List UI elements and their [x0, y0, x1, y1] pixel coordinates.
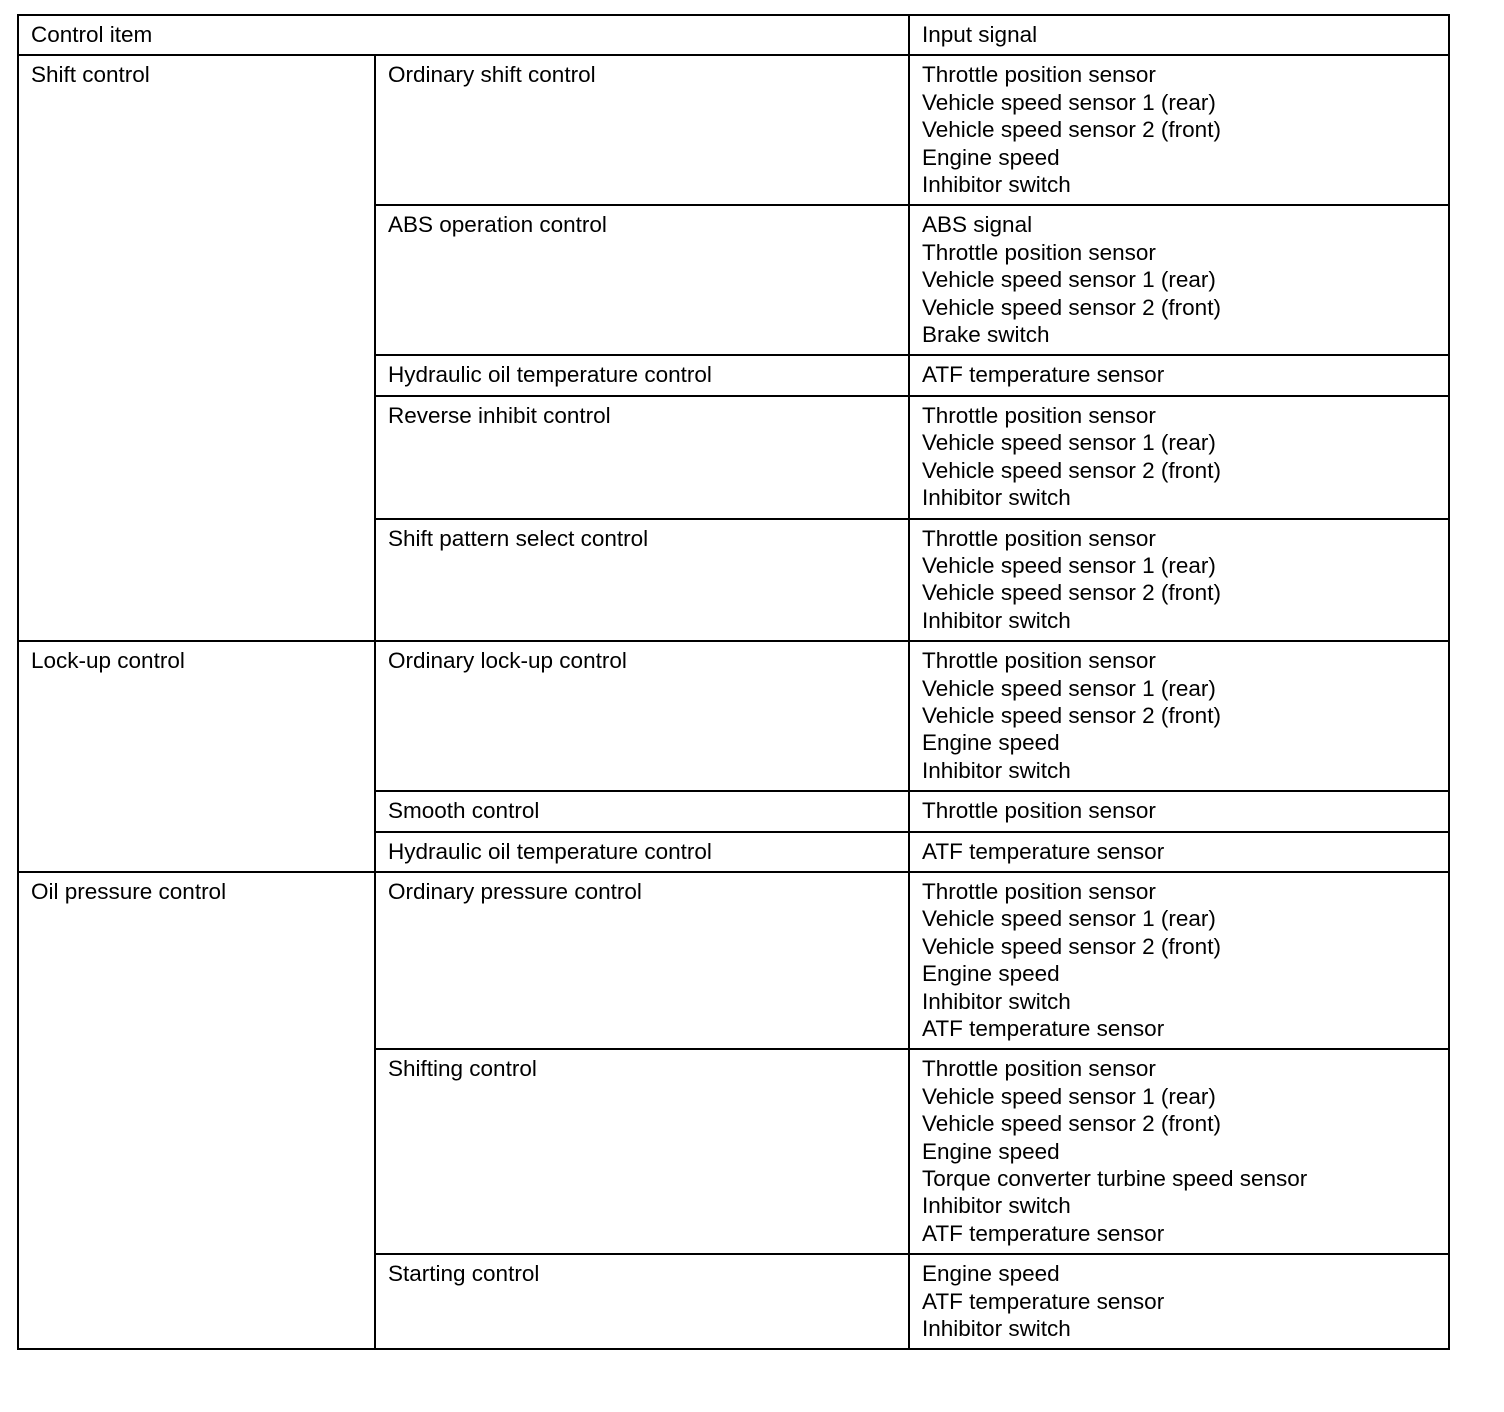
input-signal-line: Throttle position sensor — [922, 1056, 1156, 1082]
control-signal-table — [17, 14, 1450, 1350]
input-signal-line: Vehicle speed sensor 1 (rear) — [922, 430, 1216, 456]
input-signal-line: Vehicle speed sensor 2 (front) — [922, 117, 1221, 143]
control-item-cell: ABS operation control — [375, 205, 909, 355]
input-signal-line: Brake switch — [922, 322, 1050, 348]
control-item-cell: Ordinary shift control — [375, 55, 909, 205]
control-item-cell: Shifting control — [375, 1049, 909, 1254]
input-signal-cell — [909, 1049, 1449, 1254]
input-signal-line: Inhibitor switch — [922, 485, 1071, 511]
control-item-cell: Hydraulic oil temperature control — [375, 832, 909, 872]
control-item-cell: Starting control — [375, 1254, 909, 1349]
table-body — [18, 15, 1449, 1349]
table-row — [18, 872, 1449, 1049]
table-row — [18, 641, 1449, 791]
input-signal-line: Throttle position sensor — [922, 62, 1156, 88]
input-signal-line: Engine speed — [922, 961, 1060, 987]
input-signal-line: Vehicle speed sensor 1 (rear) — [922, 675, 1216, 701]
input-signal-line: Vehicle speed sensor 1 (rear) — [922, 267, 1216, 293]
input-signal-line: Vehicle speed sensor 2 (front) — [922, 702, 1221, 728]
control-item-cell: Hydraulic oil temperature control — [375, 355, 909, 395]
input-signal-line: ATF temperature sensor — [922, 1220, 1165, 1246]
control-item-cell: Ordinary pressure control — [375, 872, 909, 1049]
input-signal-cell — [909, 1254, 1449, 1349]
input-signal-line: Inhibitor switch — [922, 988, 1071, 1014]
input-signal-line: ABS signal — [922, 212, 1033, 238]
input-signal-line: Vehicle speed sensor 2 (front) — [922, 294, 1221, 320]
input-signal-line: Throttle position sensor — [922, 648, 1156, 674]
input-signal-line: Throttle position sensor — [922, 878, 1156, 904]
category-cell: Shift control — [18, 55, 375, 641]
control-item-cell: Shift pattern select control — [375, 519, 909, 642]
input-signal-cell — [909, 641, 1449, 791]
category-cell: Lock-up control — [18, 641, 375, 872]
control-item-cell: Ordinary lock-up control — [375, 641, 909, 791]
input-signal-cell — [909, 872, 1449, 1049]
input-signal-line: Inhibitor switch — [922, 757, 1071, 783]
input-signal-line: Inhibitor switch — [922, 607, 1071, 633]
input-signal-line: ATF temperature sensor — [922, 1288, 1165, 1314]
control-item-cell: Smooth control — [375, 791, 909, 831]
input-signal-line: Engine speed — [922, 1138, 1060, 1164]
input-signal-line: Vehicle speed sensor 2 (front) — [922, 1111, 1221, 1137]
input-signal-line: ATF temperature sensor — [922, 1016, 1165, 1041]
control-item-cell: Reverse inhibit control — [375, 396, 909, 519]
input-signal-line: Engine speed — [922, 1261, 1060, 1287]
input-signal-line: Throttle position sensor — [922, 525, 1156, 551]
input-signal-line: ATF temperature sensor — [922, 838, 1165, 864]
table-header-row — [18, 15, 1449, 55]
input-signal-line: Throttle position sensor — [922, 239, 1156, 265]
input-signal-cell — [909, 355, 1449, 395]
header-input-signal: Input signal — [909, 15, 1449, 55]
input-signal-line: Engine speed — [922, 144, 1060, 170]
input-signal-line: Vehicle speed sensor 2 (front) — [922, 457, 1221, 483]
input-signal-line: Throttle position sensor — [922, 798, 1156, 824]
input-signal-line: Inhibitor switch — [922, 172, 1071, 198]
input-signal-cell — [909, 832, 1449, 872]
input-signal-line: Vehicle speed sensor 1 (rear) — [922, 89, 1216, 115]
input-signal-line: Torque converter turbine speed sensor — [922, 1166, 1308, 1192]
input-signal-cell — [909, 205, 1449, 355]
input-signal-cell — [909, 55, 1449, 205]
input-signal-cell — [909, 519, 1449, 642]
table-row — [18, 55, 1449, 205]
input-signal-cell — [909, 396, 1449, 519]
input-signal-line: Inhibitor switch — [922, 1193, 1071, 1219]
input-signal-line: ATF temperature sensor — [922, 362, 1165, 388]
input-signal-line: Inhibitor switch — [922, 1316, 1071, 1342]
input-signal-line: Engine speed — [922, 730, 1060, 756]
input-signal-line: Vehicle speed sensor 1 (rear) — [922, 552, 1216, 578]
input-signal-cell — [909, 791, 1449, 831]
input-signal-line: Vehicle speed sensor 1 (rear) — [922, 906, 1216, 932]
header-control-item: Control item — [18, 15, 909, 55]
input-signal-line: Throttle position sensor — [922, 402, 1156, 428]
category-cell: Oil pressure control — [18, 872, 375, 1350]
input-signal-line: Vehicle speed sensor 1 (rear) — [922, 1083, 1216, 1109]
input-signal-line: Vehicle speed sensor 2 (front) — [922, 580, 1221, 606]
input-signal-line: Vehicle speed sensor 2 (front) — [922, 933, 1221, 959]
